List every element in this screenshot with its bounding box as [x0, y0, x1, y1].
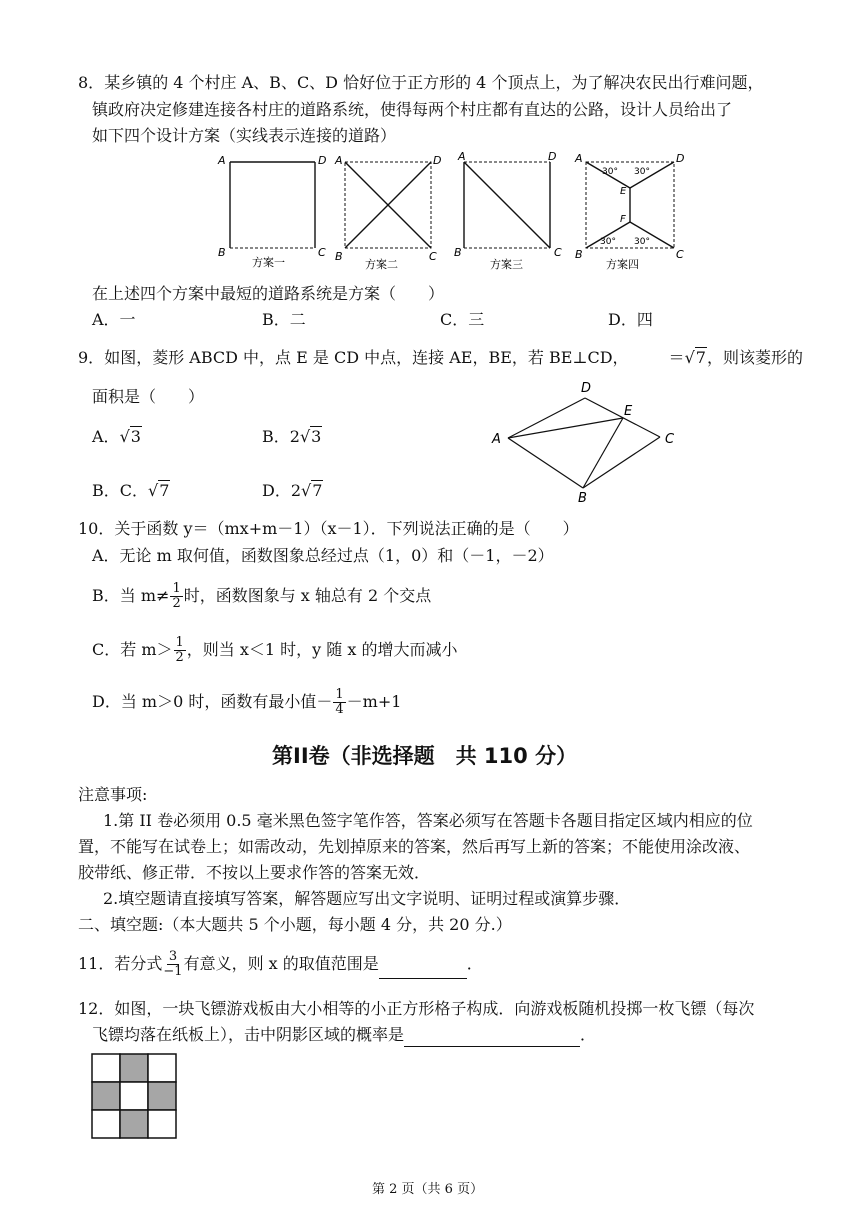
svg-text:30°: 30°: [602, 167, 618, 177]
plan2-figure: [333, 150, 448, 270]
svg-text:A: A: [458, 150, 466, 163]
svg-text:B: B: [454, 246, 462, 259]
svg-text:C: C: [429, 250, 437, 263]
page-footer: 第 2 页（共 6 页）: [372, 1182, 484, 1197]
svg-text:D: D: [581, 381, 592, 396]
q8-line2: 镇政府决定修建连接各村庄的道路系统，使得每两个村庄都有直达的公路，设计人员给出了: [92, 100, 733, 119]
section-heading: 二、填空题:（本大题共 5 个小题，每小题 4 分，共 20 分.）: [78, 915, 512, 934]
q9-option-d: D．2√7: [262, 481, 323, 500]
svg-text:D: D: [433, 154, 442, 167]
q10-stem: 10．关于函数 y＝（mx+m－1）（x－1）．下列说法正确的是（ ）: [78, 519, 579, 538]
q10-option-a: A．无论 m 取何值，函数图象总经过点（1，0）和（－1，－2）: [92, 546, 554, 565]
q8-stem: 在上述四个方案中最短的道路系统是方案（ ）: [92, 284, 445, 303]
svg-text:B: B: [335, 250, 343, 263]
q11: 11．若分式 $\frac{3}{-1}$ 有意义，则 x 的取值范围是 ．: [78, 949, 483, 979]
q8-option-c: C．三: [440, 310, 485, 329]
svg-text:D: D: [548, 150, 557, 163]
q8-line1: [78, 70, 763, 95]
svg-text:B: B: [575, 248, 583, 261]
q12-line2: 飞镖均落在纸板上），击中阴影区域的概率是 ．: [92, 1022, 596, 1047]
svg-text:E: E: [620, 186, 627, 197]
q8-line3: 如下四个设计方案（实线表示连接的道路）: [92, 126, 397, 145]
dart-board-grid: [90, 1052, 180, 1140]
svg-text:30°: 30°: [634, 237, 650, 247]
svg-text:30°: 30°: [634, 167, 650, 177]
q9-option-a: A．√3: [92, 427, 141, 446]
svg-text:F: F: [620, 214, 626, 225]
svg-text:A: A: [492, 432, 501, 447]
plan3-figure: [452, 150, 567, 270]
q12-number: 12．: [78, 999, 115, 1018]
svg-text:B: B: [578, 491, 587, 503]
note1-line1: 1.第 II 卷必须用 0.5 毫米黑色签字笔作答，答案必须写在答题卡各题目指定区域内相应的位: [103, 811, 753, 830]
q10-option-b: B．当 m≠ $\frac{1}{2}$ 时，函数图象与 x 轴总有 2 个交点: [92, 581, 432, 611]
svg-text:C: C: [318, 246, 326, 259]
svg-text:D: D: [676, 152, 685, 165]
svg-text:A: A: [218, 154, 226, 167]
note1-line2: 置，不能写在试卷上；如需改动，先划掉原来的答案，然后再写上新的答案；不能使用涂改液、: [78, 837, 751, 856]
q11-number: 11．: [78, 954, 115, 973]
plan4-figure: [570, 150, 695, 270]
q8-text-line1: 某乡镇的 4 个村庄 A、B、C、D 恰好位于正方形的 4 个顶点上，为了解决农民出行难问题，: [104, 73, 764, 92]
q10-number: 10．: [78, 519, 115, 538]
q9-line2: 面积是（ ）: [92, 387, 205, 406]
notes-heading: 注意事项:: [78, 785, 148, 804]
grid-cell: [92, 1110, 120, 1138]
q8-option-d: D．四: [608, 310, 653, 329]
q8-option-a: A．一: [92, 310, 136, 329]
svg-text:A: A: [575, 152, 583, 165]
svg-text:B: B: [218, 246, 226, 259]
q9-number: 9．: [78, 348, 105, 367]
plan1-label: 方案一: [252, 256, 285, 269]
q9-text-a: 如图，菱形 ABCD 中，点 E 是 CD 中点，连接 AE，BE，若 BE⊥CD，: [104, 348, 629, 367]
q9-line1: 9．如图，菱形 ABCD 中，点 E 是 CD 中点，连接 AE，BE，若 BE⊥CD， ＝√7，则该菱形的: [78, 348, 803, 367]
grid-cell: [148, 1054, 176, 1082]
q8-option-b: B．二: [262, 310, 306, 329]
svg-text:C: C: [676, 248, 684, 261]
q12-answer-blank[interactable]: [404, 1028, 580, 1047]
q9-option-c: B．C．√7: [92, 481, 170, 500]
q9-option-b: B．2√3: [262, 427, 322, 446]
grid-cell: [120, 1082, 148, 1110]
q9-given-value: 7: [695, 348, 706, 367]
note2: 2.填空题请直接填写答案，解答题应写出文字说明、证明过程或演算步骤．: [103, 889, 631, 908]
q11-answer-blank[interactable]: [379, 960, 467, 979]
q8-number: 8．: [78, 73, 105, 92]
grid-cell-shaded: [92, 1082, 120, 1110]
grid-cell-shaded: [120, 1110, 148, 1138]
q10-option-d: D．当 m＞0 时，函数有最小值－ $\frac{1}{4}$ －m+1: [92, 687, 402, 717]
grid-cell-shaded: [148, 1082, 176, 1110]
plan4-label: 方案四: [606, 258, 639, 270]
svg-text:D: D: [318, 154, 327, 167]
svg-text:E: E: [624, 404, 633, 419]
q9-text-d: ，则该菱形的: [706, 348, 803, 367]
svg-text:30°: 30°: [600, 237, 616, 247]
q12-line1: 12．如图，一块飞镖游戏板由大小相等的小正方形格子构成．向游戏板随机投掷一枚飞镖（每次: [78, 999, 755, 1018]
svg-text:A: A: [335, 154, 343, 167]
grid-cell-shaded: [120, 1054, 148, 1082]
plan3-label: 方案三: [490, 258, 523, 270]
grid-cell: [148, 1110, 176, 1138]
grid-cell: [92, 1054, 120, 1082]
note1-line3: 胶带纸、修正带．不按以上要求作答的答案无效．: [78, 863, 431, 882]
plan1-figure: [210, 150, 335, 270]
svg-text:C: C: [665, 432, 675, 447]
rhombus-figure: [488, 378, 688, 503]
q9-equals: ＝: [668, 348, 685, 367]
svg-text:C: C: [554, 246, 562, 259]
q10-option-c: C．若 m＞ $\frac{1}{2}$ ，则当 x＜1 时，y 随 x 的增大而减小: [92, 635, 458, 665]
part2-title: 第II卷（非选择题 共 110 分）: [272, 744, 578, 768]
plan2-label: 方案二: [365, 258, 398, 270]
